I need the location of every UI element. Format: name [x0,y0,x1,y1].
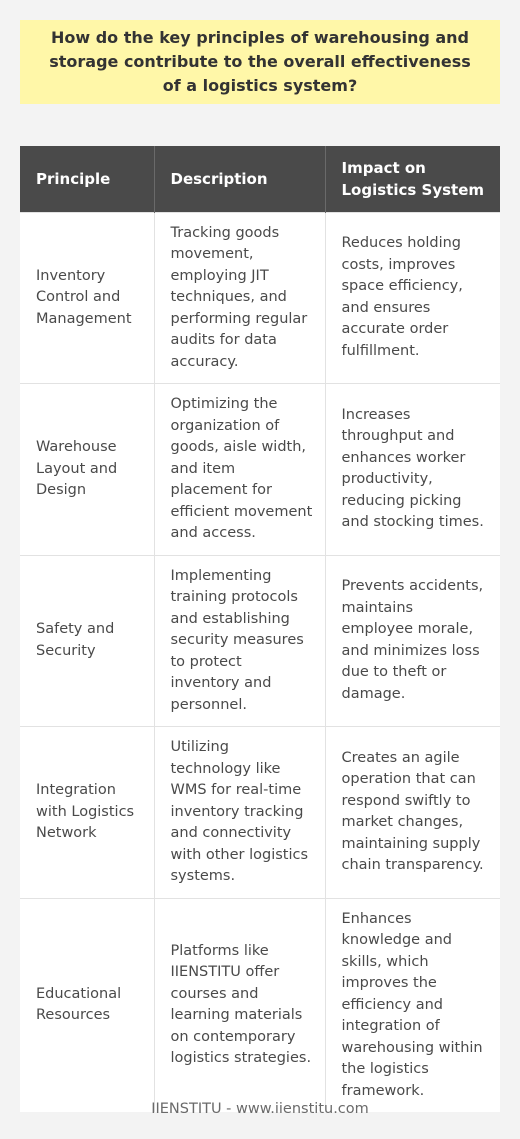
cell-description: Optimizing the organization of goods, aisle width, and item placement for efficient movement and access. [154,384,325,556]
header-impact: Impact on Logistics System [325,146,500,212]
cell-impact: Reduces holding costs, improves space efficiency, and ensures accurate order fulfillment. [325,212,500,384]
question-title: How do the key principles of warehousing and storage contribute to the overall effectiveness of a logistics system? [49,28,471,95]
table-row [20,212,500,384]
cell-principle: Educational Resources [20,898,154,1112]
cell-principle: Warehouse Layout and Design [20,384,154,556]
table-header-row [20,146,500,212]
cell-description: Implementing training protocols and establishing security measures to protect inventory and personnel. [154,555,325,727]
cell-description: Tracking goods movement, employing JIT techniques, and performing regular audits for data accuracy. [154,212,325,384]
cell-impact: Creates an agile operation that can respond swiftly to market changes, maintaining supply chain transparency. [325,727,500,899]
header-principle: Principle [20,146,154,212]
header-description: Description [154,146,325,212]
table-row [20,898,500,1112]
cell-description: Utilizing technology like WMS for real-time inventory tracking and connectivity with other logistics systems. [154,727,325,899]
cell-impact: Increases throughput and enhances worker productivity, reducing picking and stocking times. [325,384,500,556]
table-row [20,384,500,556]
question-box [20,20,500,104]
table-row [20,727,500,899]
cell-principle: Inventory Control and Management [20,212,154,384]
cell-description: Platforms like IIENSTITU offer courses and learning materials on contemporary logistics strategies. [154,898,325,1112]
footer-credit: IIENSTITU - www.iienstitu.com [151,1101,369,1117]
cell-principle: Integration with Logistics Network [20,727,154,899]
cell-impact: Enhances knowledge and skills, which improves the efficiency and integration of warehousing within the logistics framework. [325,898,500,1112]
cell-impact: Prevents accidents, maintains employee morale, and minimizes loss due to theft or damage. [325,555,500,727]
cell-principle: Safety and Security [20,555,154,727]
principles-table [20,146,500,1112]
table-row [20,555,500,727]
